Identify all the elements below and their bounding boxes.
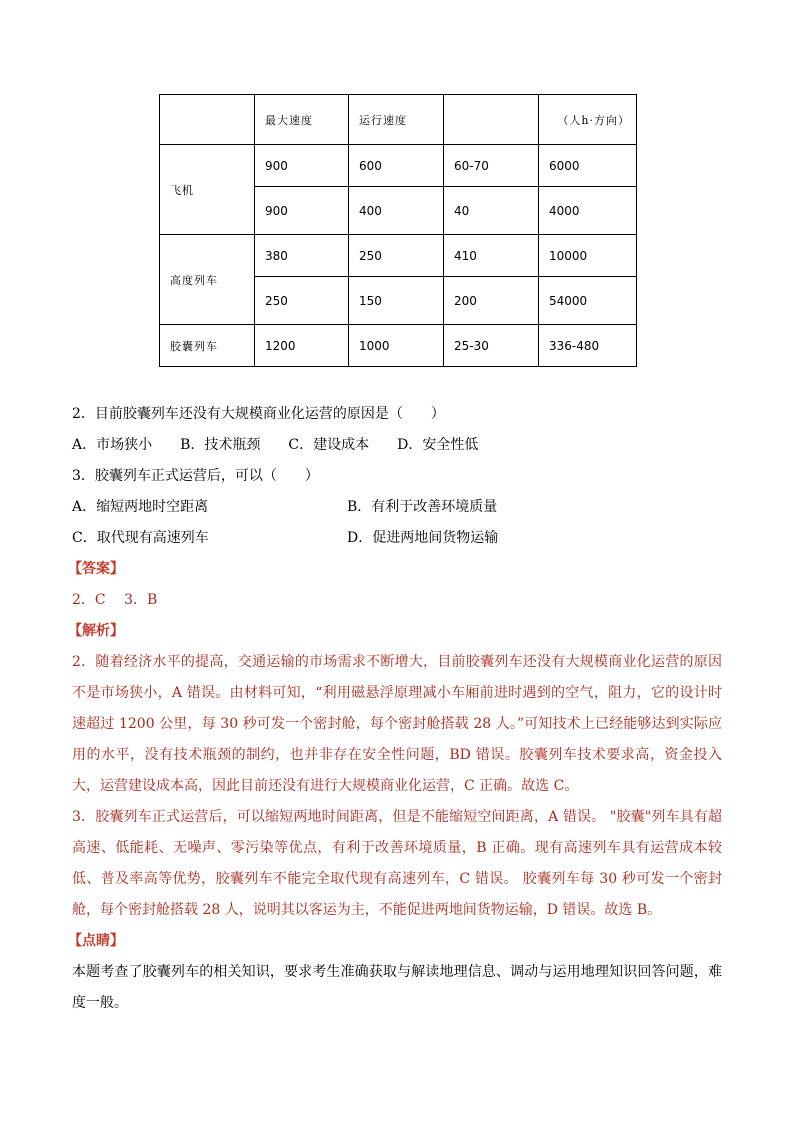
table-cell: 380 xyxy=(255,235,349,277)
table-cell: 400 xyxy=(349,187,444,235)
table-cell: 900 xyxy=(255,145,349,187)
table-cell: 900 xyxy=(255,187,349,235)
question-3-option-c: C．取代现有高速列车 xyxy=(72,530,209,546)
table-cell: 25-30 xyxy=(444,325,539,367)
table-cell: 4000 xyxy=(539,187,637,235)
analysis-paragraph-3: 3．胶囊列车正式运营后，可以缩短两地时间距离，但是不能缩短空间距离，A 错误。 "胶囊"列车具有超高速、低能耗、无噪声、零污染等优点，有利于改善环境质量，B 正确。现有高速列车具有运营成本较低、普及率高等优势，胶囊列车不能完全取代现有高速列车，C 错误。 胶囊列车每 30 秒可发一个密封舱，每个密封舱搭载 28 人，说明其以客运为主，不能促进两地间货物运输，D 错误。故选 B。 xyxy=(72,809,722,918)
question-2-options: A．市场狭小 B．技术瓶颈 C．建设成本 D．安全性低 xyxy=(72,437,479,453)
table-header-cell: （人h·方向） xyxy=(539,95,637,145)
table-header-cell xyxy=(444,95,539,145)
table-group-label: 胶囊列车 xyxy=(160,325,255,367)
answer-label: 【答案】 xyxy=(68,561,124,577)
table-cell: 150 xyxy=(349,277,444,325)
comment-label: 【点睛】 xyxy=(68,933,124,949)
table-cell: 6000 xyxy=(539,145,637,187)
table-group-label: 高度列车 xyxy=(160,235,255,325)
table-cell: 336-480 xyxy=(539,325,637,367)
comparison-table xyxy=(159,94,637,367)
table-cell: 10000 xyxy=(539,235,637,277)
table-cell: 1200 xyxy=(255,325,349,367)
analysis-label: 【解析】 xyxy=(68,623,124,639)
table-cell: 250 xyxy=(255,277,349,325)
table-cell: 250 xyxy=(349,235,444,277)
table-group-label: 飞机 xyxy=(160,145,255,235)
table-cell: 40 xyxy=(444,187,539,235)
question-3-option-a: A．缩短两地时空距离 xyxy=(72,499,209,515)
question-3-option-b: B．有利于改善环境质量 xyxy=(347,499,498,515)
table-cell: 410 xyxy=(444,235,539,277)
table-cell: 600 xyxy=(349,145,444,187)
comment-text: 本题考查了胶囊列车的相关知识，要求考生准确获取与解读地理信息、调动与运用地理知识回答问题，难度一般。 xyxy=(72,964,722,1011)
table-header-cell xyxy=(160,95,255,145)
table-cell: 60-70 xyxy=(444,145,539,187)
question-3-option-d: D．促进两地间货物运输 xyxy=(347,530,499,546)
answer-text: 2．C 3．B xyxy=(72,592,158,608)
question-3-stem: 3．胶囊列车正式运营后，可以（ ） xyxy=(72,468,319,484)
table-header-cell: 最大速度 xyxy=(255,95,349,145)
table-cell: 54000 xyxy=(539,277,637,325)
table-cell: 200 xyxy=(444,277,539,325)
analysis-paragraph-2: 2．随着经济水平的提高，交通运输的市场需求不断增大，目前胶囊列车还没有大规模商业化运营的原因不是市场狭小，A 错误。由材料可知，“利用磁悬浮原理减小车厢前进时遇到的空气，阻力，它的设计时速超过 1200 公里，每 30 秒可发一个密封舱，每个密封舱搭载 28 人。”可知技术上已经能够达到实际应用的水平，没有技术瓶颈的制约，也并非存在安全性问题，BD 错误。胶囊列车技术要求高，资金投入大，运营建设成本高，因此目前还没有进行大规模商业化运营，C 正确。故选 C。 xyxy=(72,654,722,794)
question-2-stem: 2．目前胶囊列车还没有大规模商业化运营的原因是（ ） xyxy=(72,406,445,422)
table-cell: 1000 xyxy=(349,325,444,367)
table-header-cell: 运行速度 xyxy=(349,95,444,145)
